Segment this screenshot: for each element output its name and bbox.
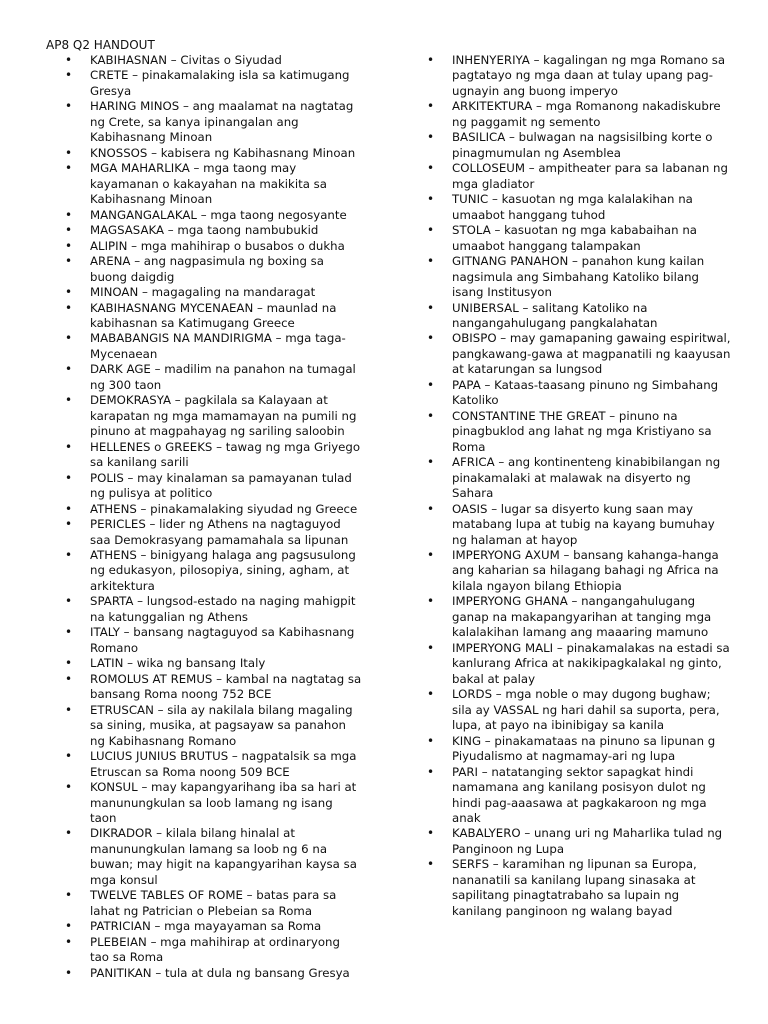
bullet-icon: • bbox=[65, 285, 73, 300]
bullet-icon: • bbox=[427, 640, 435, 655]
list-item bbox=[427, 161, 732, 192]
list-item bbox=[65, 161, 362, 207]
list-item bbox=[65, 207, 362, 223]
list-item-text: CONSTANTINE THE GREAT – pinuno na pinagbuklod ang lahat ng mga Kristiyano sa Roma bbox=[452, 408, 712, 454]
list-item bbox=[65, 238, 362, 254]
bullet-icon: • bbox=[427, 764, 435, 779]
list-item bbox=[65, 749, 362, 780]
list-item-text: TWELVE TABLES OF ROME – batas para sa lahat ng Patrician o Plebeian sa Roma bbox=[90, 888, 337, 918]
list-item-text: ALIPIN – mga mahihirap o busabos o dukha bbox=[90, 238, 345, 253]
list-item-text: ATHENS – binigyang halaga ang pagsusulong ng edukasyon, pilosopiya, sining, agham, at arkitektura bbox=[90, 548, 356, 593]
list-item-text: TUNIC – kasuotan ng mga kalalakihan na umaabot hanggang tuhod bbox=[452, 192, 693, 222]
list-item-text: HELLENES o GREEKS – tawag ng mga Griyego sa kanilang sarili bbox=[90, 439, 361, 470]
list-item bbox=[65, 362, 362, 393]
list-item bbox=[65, 656, 362, 671]
list-item bbox=[427, 130, 732, 161]
list-item bbox=[65, 671, 362, 703]
list-item bbox=[65, 934, 362, 966]
list-item-text: ROMOLUS AT REMUS – kambal na nagtatag sa bansang Roma noong 752 BCE bbox=[90, 671, 362, 702]
list-item bbox=[427, 687, 732, 733]
list-item-text: CRETE – pinakamalaking isla sa katimugang Gresya bbox=[90, 68, 350, 98]
list-item bbox=[65, 223, 362, 238]
list-item-text: KING – pinakamataas na pinuno sa lipunan g Piyudalismo at nagmamay-ari ng lupa bbox=[452, 733, 716, 764]
bullet-icon: • bbox=[65, 671, 73, 686]
list-item bbox=[427, 857, 732, 919]
list-item bbox=[427, 764, 732, 827]
list-item bbox=[65, 470, 362, 502]
list-item-text: KABIHASNANG MYCENAEAN – maunlad na kabihasnan sa Katimugang Greece bbox=[90, 300, 337, 330]
bullet-icon: • bbox=[65, 331, 73, 346]
bullet-icon: • bbox=[427, 300, 435, 315]
bullet-icon: • bbox=[427, 857, 435, 872]
list-item-text: ETRUSCAN – sila ay nakilala bilang magaling sa sining, musika, at pagsayaw sa panahon ng Kabihasnang Romano bbox=[90, 702, 353, 748]
bullet-icon: • bbox=[65, 207, 73, 222]
list-item bbox=[65, 594, 362, 625]
bullet-icon: • bbox=[65, 965, 73, 980]
list-item bbox=[65, 254, 362, 285]
list-item bbox=[427, 733, 732, 765]
bullet-icon: • bbox=[427, 254, 435, 269]
list-item bbox=[427, 548, 732, 594]
bullet-icon: • bbox=[427, 826, 435, 841]
list-item-text: KABIHASNAN – Civitas o Siyudad bbox=[90, 53, 282, 67]
bullet-icon: • bbox=[427, 130, 435, 145]
bullet-icon: • bbox=[427, 594, 435, 609]
list-item-text: IMPERYONG GHANA – nangangahulugang ganap na makapangyarihan at tanging mga kalalakihan lamang ang maaaring mamuno bbox=[452, 594, 712, 640]
list-item-text: MINOAN – magagaling na mandaragat bbox=[90, 285, 316, 300]
bullet-icon: • bbox=[65, 161, 73, 176]
list-item-text: KABALYERO – unang uri ng Maharlika tulad ng Panginoon ng Lupa bbox=[452, 826, 723, 856]
list-item bbox=[427, 594, 732, 640]
bullet-icon: • bbox=[65, 826, 73, 841]
bullet-icon: • bbox=[65, 439, 73, 454]
list-item-text: PARI – natatanging sektor sapagkat hindi namamana ang kanilang posisyon dulot ng hindi pag-aaasawa at pagkakaroon ng mga anak bbox=[452, 764, 707, 825]
list-item-text: ARENA – ang nagpasimula ng boxing sa buong daigdig bbox=[90, 254, 324, 284]
list-item-text: MAGSASAKA – mga taong nambubukid bbox=[90, 223, 319, 238]
bullet-icon: • bbox=[65, 780, 73, 795]
list-item-text: IMPERYONG AXUM – bansang kahanga-hanga ang kaharian sa hilagang bahagi ng Africa na kilala ngayon bilang Ethiopia bbox=[452, 548, 719, 593]
list-item-text: POLIS – may kinalaman sa pamayanan tulad ng pulisya at politico bbox=[90, 470, 352, 501]
right-column-list bbox=[427, 53, 732, 919]
list-item-text: LORDS – mga noble o may dugong bughaw; sila ay VASSAL ng hari dahil sa suporta, pera, lupa, at payo na ibinibigay sa kanila bbox=[452, 687, 720, 733]
list-item-text: DIKRADOR – kilala bilang hinalal at manunungkulan lamang sa loob ng 6 na buwan; may higit na kapangyarihan kaysa sa mga konsul bbox=[90, 826, 357, 887]
list-item bbox=[65, 548, 362, 594]
list-item-text: STOLA – kasuotan ng mga kababaihan na umaabot hanggang talampakan bbox=[452, 223, 697, 253]
list-item-text: KONSUL – may kapangyarihang iba sa hari at manunungkulan sa loob lamang ng isang taon bbox=[90, 780, 357, 825]
bullet-icon: • bbox=[65, 53, 73, 67]
bullet-icon: • bbox=[427, 408, 435, 423]
list-item bbox=[65, 439, 362, 471]
bullet-icon: • bbox=[427, 733, 435, 748]
list-item bbox=[65, 285, 362, 300]
bullet-icon: • bbox=[427, 161, 435, 176]
bullet-icon: • bbox=[427, 331, 435, 346]
bullet-icon: • bbox=[65, 594, 73, 609]
list-item bbox=[427, 377, 732, 409]
bullet-icon: • bbox=[65, 517, 73, 532]
list-item bbox=[65, 393, 362, 439]
list-item-text: OBISPO – may gamapaning gawaing espiritwal, pangkawang-gawa at magpanatili ng kaayusan at katarungan sa lungsod bbox=[452, 331, 731, 377]
bullet-icon: • bbox=[427, 501, 435, 516]
list-item bbox=[65, 145, 362, 161]
bullet-icon: • bbox=[427, 192, 435, 207]
list-item bbox=[427, 331, 732, 377]
list-item bbox=[427, 640, 732, 687]
list-item-text: DEMOKRASYA – pagkilala sa Kalayaan at karapatan ng mga mamamayan na pumili ng pinuno at magpahayag ng sariling saloobin bbox=[90, 393, 357, 439]
bullet-icon: • bbox=[65, 749, 73, 764]
list-item-text: DARK AGE – madilim na panahon na tumagal ng 300 taon bbox=[90, 362, 356, 392]
bullet-icon: • bbox=[427, 687, 435, 702]
bullet-icon: • bbox=[65, 888, 73, 903]
left-column-list bbox=[65, 53, 362, 981]
list-item bbox=[65, 53, 362, 68]
list-item bbox=[65, 68, 362, 99]
bullet-icon: • bbox=[427, 223, 435, 238]
bullet-icon: • bbox=[427, 548, 435, 562]
list-item-text: SPARTA – lungsod-estado na naging mahigpit na katunggalian ng Athens bbox=[90, 594, 356, 624]
bullet-icon: • bbox=[65, 238, 73, 253]
bullet-icon: • bbox=[65, 99, 73, 114]
list-item bbox=[427, 300, 732, 332]
bullet-icon: • bbox=[65, 145, 73, 160]
list-item-text: MGA MAHARLIKA – mga taong may kayamanan o kakayahan na makikita sa Kabihasnang Minoan bbox=[90, 161, 327, 207]
bullet-icon: • bbox=[65, 362, 73, 377]
bullet-icon: • bbox=[65, 919, 73, 934]
list-item bbox=[65, 965, 362, 981]
list-item-text: LUCIUS JUNIUS BRUTUS – nagpatalsik sa mga Etruscan sa Roma noong 509 BCE bbox=[90, 749, 357, 779]
bullet-icon: • bbox=[65, 68, 73, 83]
list-item-text: PLEBEIAN – mga mahihirap at ordinaryong tao sa Roma bbox=[90, 934, 340, 965]
bullet-icon: • bbox=[427, 53, 435, 67]
list-item bbox=[427, 455, 732, 501]
bullet-icon: • bbox=[65, 702, 73, 717]
bullet-icon: • bbox=[65, 254, 73, 269]
bullet-icon: • bbox=[65, 656, 73, 671]
list-item bbox=[427, 501, 732, 548]
list-item bbox=[427, 53, 732, 99]
bullet-icon: • bbox=[65, 393, 73, 408]
list-item bbox=[65, 501, 362, 517]
bullet-icon: • bbox=[65, 625, 73, 640]
list-item-text: KNOSSOS – kabisera ng Kabihasnang Minoan bbox=[90, 145, 356, 160]
list-item-text: MABABANGIS NA MANDIRIGMA – mga taga-Mycenaean bbox=[90, 331, 346, 361]
list-item bbox=[65, 300, 362, 332]
list-item bbox=[65, 702, 362, 749]
bullet-icon: • bbox=[65, 223, 73, 238]
list-item bbox=[65, 780, 362, 826]
list-item bbox=[427, 223, 732, 254]
bullet-icon: • bbox=[427, 377, 435, 392]
list-item-text: SERFS – karamihan ng lipunan sa Europa, nananatili sa kanilang lupang sinasaka at sapilitang pinagtatrabaho sa lupain ng kanilang panginoon ng walang bayad bbox=[452, 857, 697, 918]
list-item bbox=[427, 192, 732, 223]
bullet-icon: • bbox=[65, 300, 73, 315]
list-item bbox=[65, 517, 362, 548]
list-item-text: AFRICA – ang kontinenteng kinabibilangan ng pinakamalaki at malawak na disyerto ng Sahara bbox=[452, 455, 721, 501]
list-item bbox=[427, 408, 732, 455]
list-item bbox=[427, 826, 732, 857]
list-item-text: OASIS – lugar sa disyerto kung saan may matabang lupa at tubig na kayang bumuhay ng halaman at hayop bbox=[452, 501, 715, 547]
list-item bbox=[65, 99, 362, 145]
list-item bbox=[65, 331, 362, 362]
list-item bbox=[65, 888, 362, 919]
bullet-icon: • bbox=[65, 501, 73, 516]
page-title: AP8 Q2 HANDOUT bbox=[46, 38, 155, 52]
list-item-text: MANGANGALAKAL – mga taong negosyante bbox=[90, 207, 347, 222]
list-item-text: INHENYERIYA – kagalingan ng mga Romano sa pagtatayo ng mga daan at tulay upang pag-ugnayin ang buong imperyo bbox=[452, 53, 726, 98]
list-item bbox=[427, 254, 732, 300]
list-item-text: ARKITEKTURA – mga Romanong nakadiskubre ng paggamit ng semento bbox=[452, 99, 721, 129]
list-item bbox=[65, 625, 362, 656]
list-item-text: PERICLES – lider ng Athens na nagtaguyod saa Demokrasyang pamamahala sa lipunan bbox=[90, 517, 349, 547]
list-item-text: PAPA – Kataas-taasang pinuno ng Simbahang Katoliko bbox=[452, 377, 719, 408]
list-item bbox=[427, 99, 732, 130]
list-item bbox=[65, 919, 362, 934]
bullet-icon: • bbox=[65, 934, 73, 949]
list-item-text: PATRICIAN – mga mayayaman sa Roma bbox=[90, 919, 322, 934]
list-item-text: HARING MINOS – ang maalamat na nagtatag ng Crete, sa kanya ipinangalan ang Kabihasnang Minoan bbox=[90, 99, 354, 145]
bullet-icon: • bbox=[427, 99, 435, 114]
list-item-text: COLLOSEUM – ampitheater para sa labanan ng mga gladiator bbox=[452, 161, 728, 191]
bullet-icon: • bbox=[427, 455, 435, 470]
list-item-text: LATIN – wika ng bansang Italy bbox=[90, 656, 266, 671]
list-item-text: ATHENS – pinakamalaking siyudad ng Greece bbox=[90, 501, 358, 516]
list-item-text: PANITIKAN – tula at dula ng bansang Gresya bbox=[90, 965, 350, 980]
list-item bbox=[65, 826, 362, 888]
bullet-icon: • bbox=[65, 470, 73, 485]
bullet-icon: • bbox=[65, 548, 73, 562]
list-item-text: IMPERYONG MALI – pinakamalakas na estadi sa kanlurang Africa at nakikipagkalakal ng ginto, bakal at palay bbox=[452, 640, 730, 686]
list-item-text: BASILICA – bulwagan na nagsisilbing korte o pinagmumulan ng Asemblea bbox=[452, 130, 713, 160]
list-item-text: GITNANG PANAHON – panahon kung kailan nagsimula ang Simbahang Katoliko bilang isang Institusyon bbox=[452, 254, 705, 300]
list-item-text: ITALY – bansang nagtaguyod sa Kabihasnang Romano bbox=[90, 625, 355, 655]
list-item-text: UNIBERSAL – salitang Katoliko na nangangahulugang pangkalahatan bbox=[452, 300, 658, 330]
